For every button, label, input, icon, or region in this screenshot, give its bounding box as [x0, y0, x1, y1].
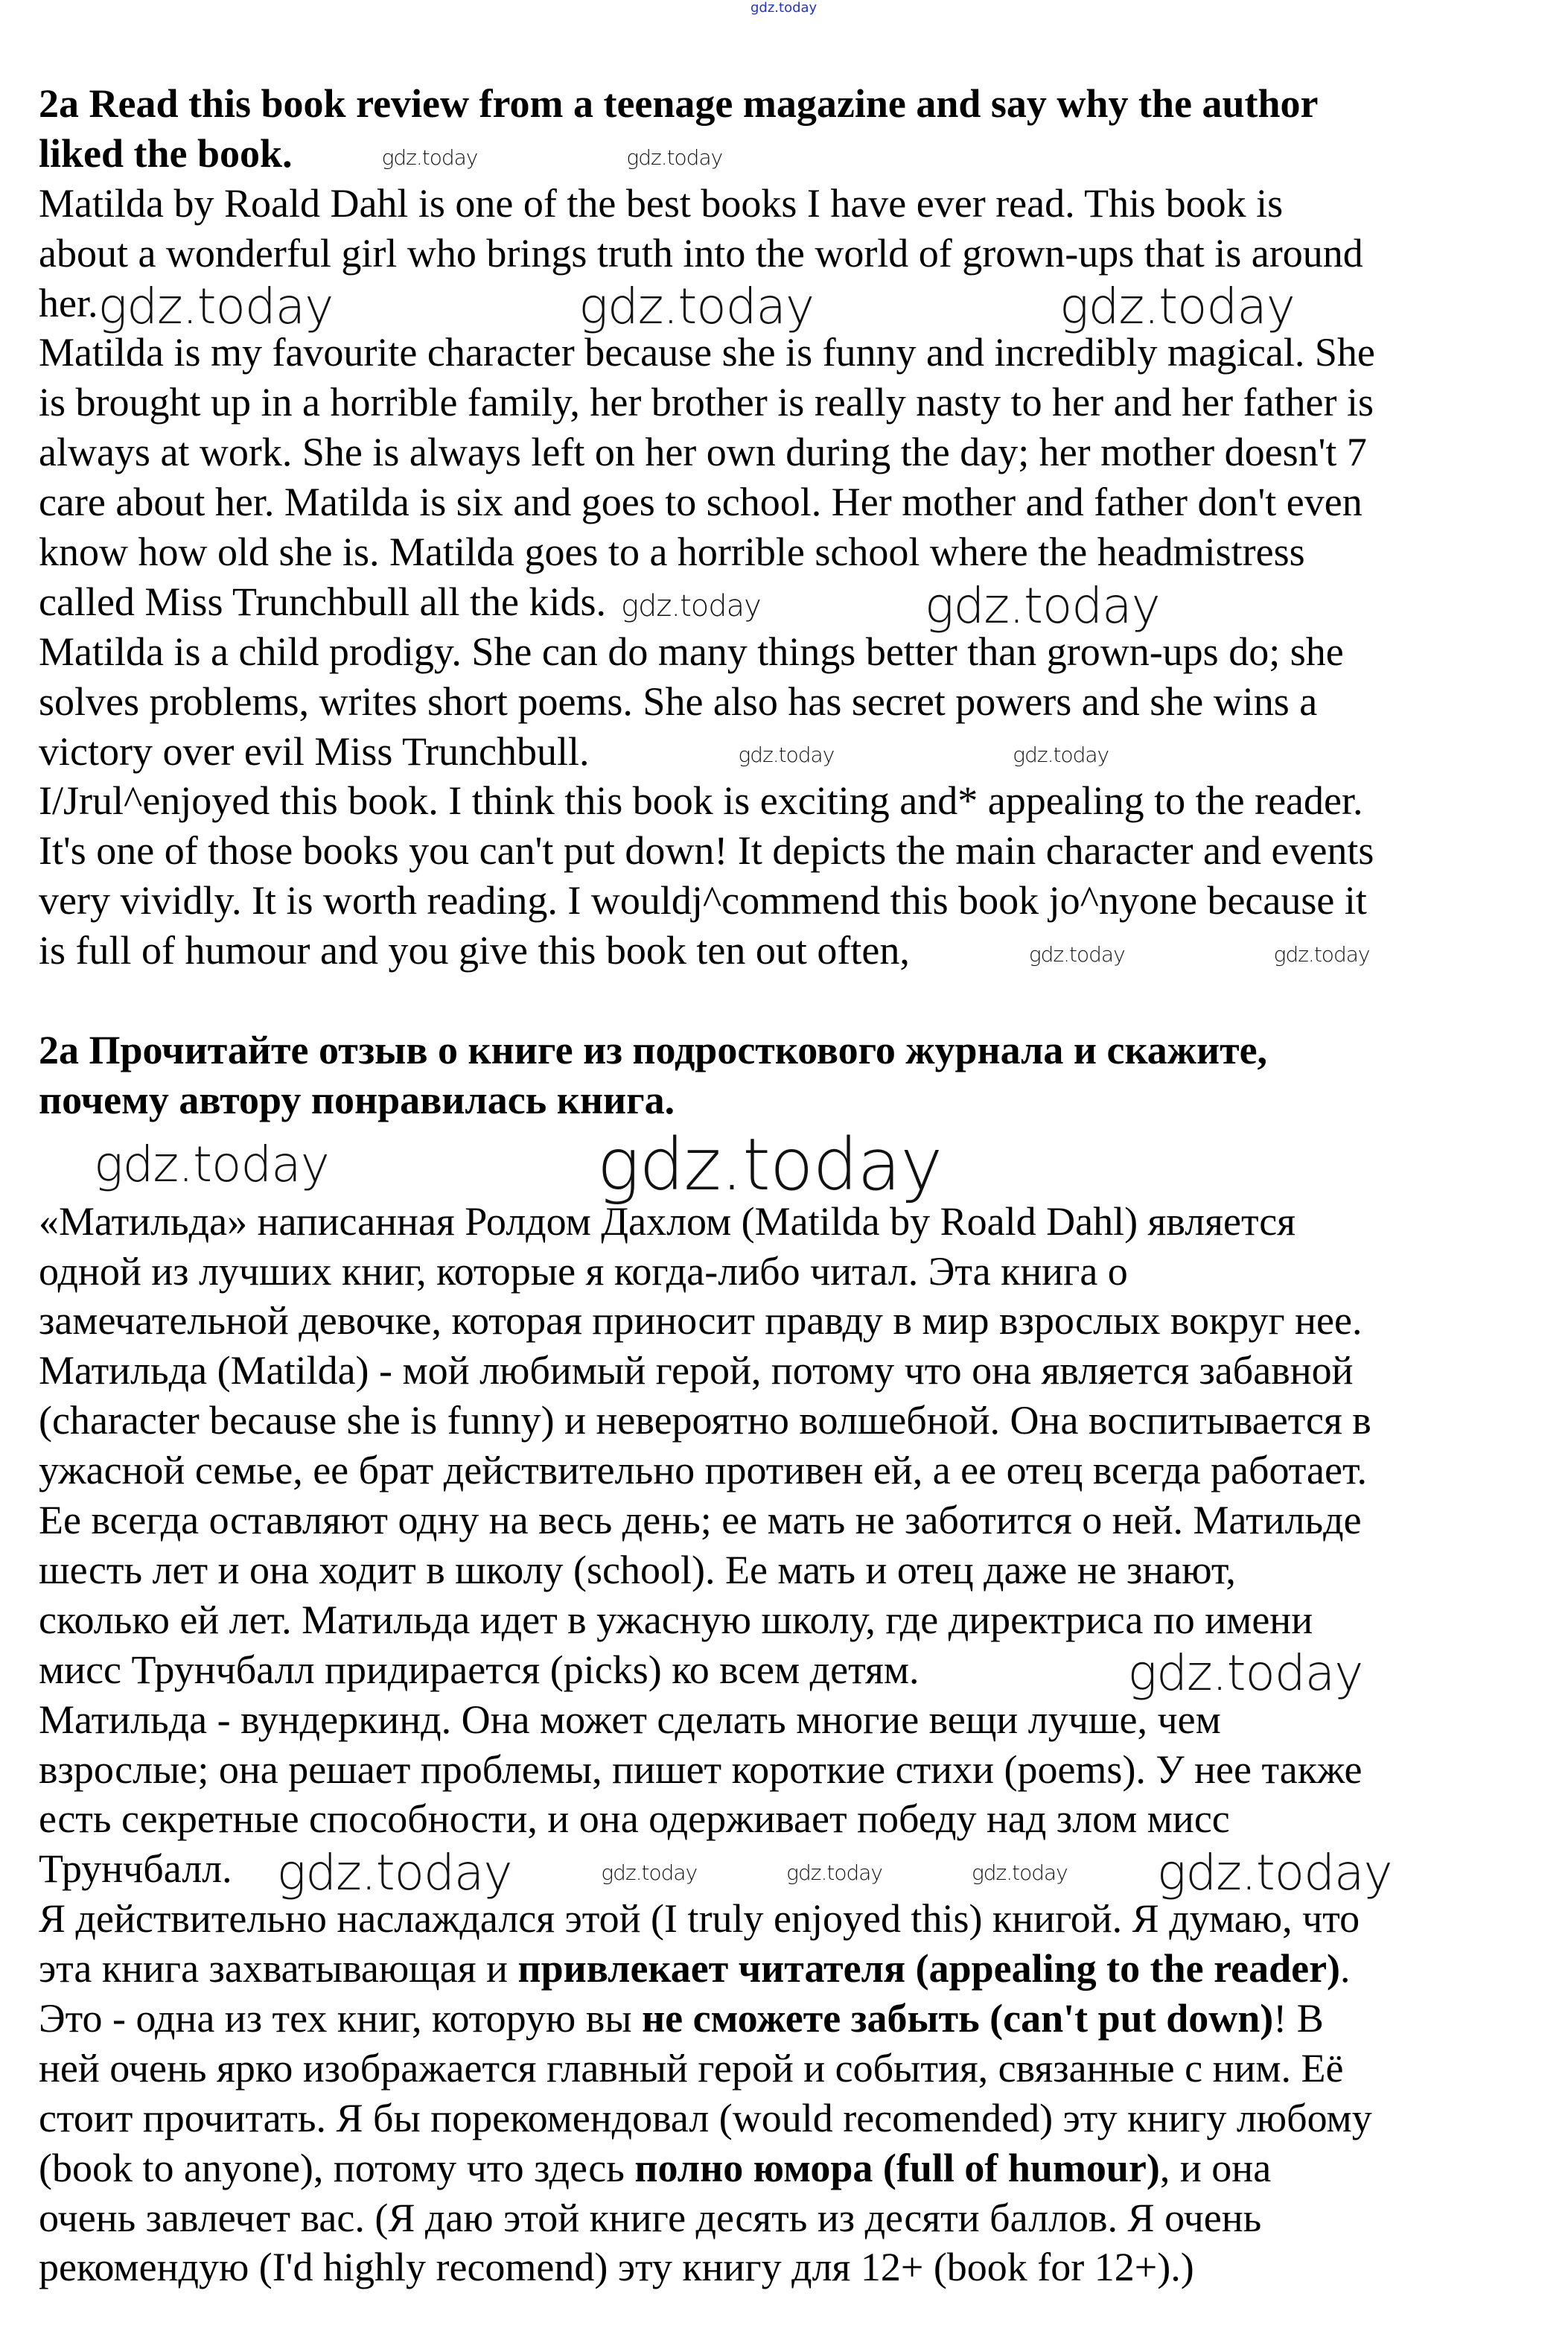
- text: is full of humour and you give this book ten out often,: [39, 928, 910, 973]
- text-line: [39, 2193, 1392, 2243]
- text-line: [39, 677, 1392, 727]
- text: ужасной семье, ее брат действительно противен ей, а ее отец всегда работает.: [39, 1448, 1368, 1493]
- bold-text: не сможете забыть (can't put down): [642, 1995, 1274, 2041]
- text: know how old she is. Matilda goes to a horrible school where the headmistress: [39, 530, 1305, 575]
- watermark: gdz.today: [786, 1860, 882, 1885]
- watermark: gdz.today: [626, 144, 723, 170]
- bold-text: liked the book.: [39, 130, 293, 176]
- text: (character because she is funny) и невероятно волшебной. Она воспитывается в: [39, 1398, 1371, 1443]
- text: Ее всегда оставляют одну на весь день; ее мать не заботится о ней. Матильде: [39, 1498, 1362, 1543]
- text-line: [39, 2094, 1392, 2143]
- text: сколько ей лет. Матильда идет в ужасную школу, где директриса по имени: [39, 1597, 1313, 1642]
- text: Матильда (Matilda) - мой любимый герой, потому что она является забавной: [39, 1348, 1354, 1393]
- text-line: [39, 1446, 1392, 1495]
- bold-text: почему автору понравилась книга.: [39, 1077, 675, 1122]
- text-line: [39, 1495, 1392, 1545]
- text-line: [39, 976, 1392, 1026]
- text-line: [39, 527, 1392, 577]
- text: care about her. Matilda is six and goes to school. Her mother and father don't even: [39, 480, 1363, 525]
- watermark: gdz.today: [98, 278, 334, 336]
- watermark: gdz.today: [1059, 278, 1295, 336]
- watermark: gdz.today: [1156, 1843, 1392, 1901]
- watermark: gdz.today: [1127, 1644, 1363, 1703]
- text: Matilda by Roald Dahl is one of the best books I have ever read. This book is: [39, 180, 1284, 226]
- text: мисс Трунчбалл придирается (picks) ко всем детям.: [39, 1647, 920, 1692]
- text-line: [39, 826, 1392, 876]
- text-line: [39, 1894, 1392, 1944]
- bold-text: 2a Read this book review from a teenage magazine and say why the author: [39, 81, 1319, 126]
- text: I/Jrul^enjoyed this book. I think this book is exciting and* appealing to the reader.: [39, 778, 1363, 824]
- text: шесть лет и она ходит в школу (school). Ее мать и отец даже не знают,: [39, 1547, 1236, 1592]
- text: «Матильда» написанная Ролдом Дахлом (Matilda by Roald Dahl) является: [39, 1198, 1296, 1244]
- text-line: [39, 1843, 1392, 1901]
- text: Matilda is my favourite character because she is funny and incredibly magical. She: [39, 330, 1375, 375]
- text-line: [39, 1247, 1392, 1297]
- watermark: gdz.today: [381, 144, 478, 170]
- text-line: [39, 328, 1392, 378]
- text: .: [1340, 1946, 1351, 1991]
- text-line: [39, 1346, 1392, 1396]
- text: эта книга захватывающая и: [39, 1946, 518, 1991]
- text: очень завлечет вас. (Я даю этой книге десять из десяти баллов. Я очень: [39, 2195, 1262, 2240]
- text: (book to anyone), потому что здесь: [39, 2145, 635, 2190]
- watermark: gdz.today: [924, 576, 1160, 635]
- text: взрослые; она решает проблемы, пишет короткие стихи (poems). У нее также: [39, 1746, 1363, 1792]
- text-line: [39, 776, 1392, 826]
- text: It's one of those books you can't put down! It depicts the main character and events: [39, 828, 1374, 874]
- text-line: [39, 2044, 1392, 2094]
- watermark: gdz.today: [621, 588, 761, 623]
- text-line: [39, 1197, 1392, 1247]
- text-line: [39, 627, 1392, 677]
- watermark: gdz.today: [94, 1136, 329, 1194]
- text: замечательной девочке, которая приносит правду в мир взрослых вокруг нее.: [39, 1298, 1363, 1344]
- bold-text: полно юмора (full of humour): [634, 2145, 1160, 2190]
- text-line: [39, 1026, 1392, 1075]
- text: Это - одна из тех книг, которую вы: [39, 1995, 643, 2041]
- text-line: [39, 876, 1392, 926]
- watermark: gdz.today: [971, 1860, 1068, 1885]
- text: рекомендую (I'd highly recomend) эту книгу для 12+ (book for 12+).): [39, 2245, 1194, 2290]
- text: very vividly. It is worth reading. I wouldj^commend this book jo^nyone because it: [39, 878, 1367, 923]
- text-line: [39, 129, 1392, 179]
- text: одной из лучших книг, которые я когда-либо читал. Эта книга о: [39, 1248, 1128, 1294]
- text: Я действительно наслаждался этой (I truly enjoyed this) книгой. Я думаю, что: [39, 1896, 1360, 1942]
- text-line: [39, 2242, 1392, 2292]
- text-line: [39, 576, 1392, 635]
- text-line: [39, 1296, 1392, 1346]
- text-line: [39, 427, 1392, 477]
- watermark: gdz.today: [1013, 743, 1109, 768]
- text: ! В: [1273, 1995, 1324, 2041]
- watermark: gdz.today: [1273, 941, 1370, 967]
- text: always at work. She is always left on her own during the day; her mother doesn't 7: [39, 430, 1367, 475]
- watermark: gdz.today: [601, 1860, 698, 1885]
- text: есть секретные способности, и она одерживает победу над злом мисс: [39, 1796, 1230, 1842]
- text: about a wonderful girl who brings truth into the world of grown-ups that is around: [39, 230, 1363, 276]
- text-line: [39, 378, 1392, 427]
- watermark: gdz.today: [579, 278, 815, 336]
- watermark: gdz.today: [1028, 941, 1125, 967]
- text: her.: [39, 280, 98, 325]
- text-line: [39, 477, 1392, 527]
- text-line: [39, 1944, 1392, 1994]
- text-line: [39, 926, 1392, 976]
- text: , и она: [1159, 2145, 1272, 2190]
- text: solves problems, writes short poems. She also has secret powers and she wins a: [39, 678, 1318, 724]
- text: called Miss Trunchbull all the kids.: [39, 579, 606, 624]
- text-line: [39, 229, 1392, 279]
- text-line: [39, 727, 1392, 777]
- text-line: [39, 1745, 1392, 1795]
- text: стоит прочитать. Я бы порекомендовал (would recomended) эту книгу любому: [39, 2095, 1372, 2140]
- watermark: gdz.today: [276, 1843, 512, 1901]
- text: Трунчбалл.: [39, 1846, 232, 1892]
- text-line: [39, 278, 1392, 336]
- text-line: [39, 2143, 1392, 2193]
- text-line: [39, 1994, 1392, 2044]
- text-line: [39, 1595, 1392, 1645]
- text: ней очень ярко изображается главный герой и события, связанные с ним. Её: [39, 2045, 1344, 2091]
- text-line: [39, 1123, 1392, 1207]
- text-line: [39, 179, 1392, 229]
- watermark: gdz.today: [596, 1123, 943, 1207]
- text-line: [39, 1396, 1392, 1446]
- text: Матильда - вундеркинд. Она может сделать многие вещи лучше, чем: [39, 1697, 1221, 1742]
- text: is brought up in a horrible family, her brother is really nasty to her and her father is: [39, 380, 1374, 425]
- text-line: [39, 1644, 1392, 1703]
- text: Matilda is a child prodigy. She can do many things better than grown-ups do; she: [39, 629, 1344, 674]
- bold-text: 2а Прочитайте отзыв о книге из подросткового журнала и скажите,: [39, 1027, 1268, 1072]
- text-line: [39, 1794, 1392, 1844]
- text-line: [39, 1075, 1392, 1125]
- watermark: gdz.today: [750, 0, 818, 16]
- bold-text: привлекает читателя (appealing to the reader): [517, 1946, 1341, 1991]
- watermark: gdz.today: [738, 743, 835, 768]
- text-line: [39, 1545, 1392, 1595]
- text-line: [39, 79, 1392, 129]
- text: victory over evil Miss Trunchbull.: [39, 728, 590, 774]
- document-body: [39, 79, 1392, 2292]
- text-line: [39, 1695, 1392, 1745]
